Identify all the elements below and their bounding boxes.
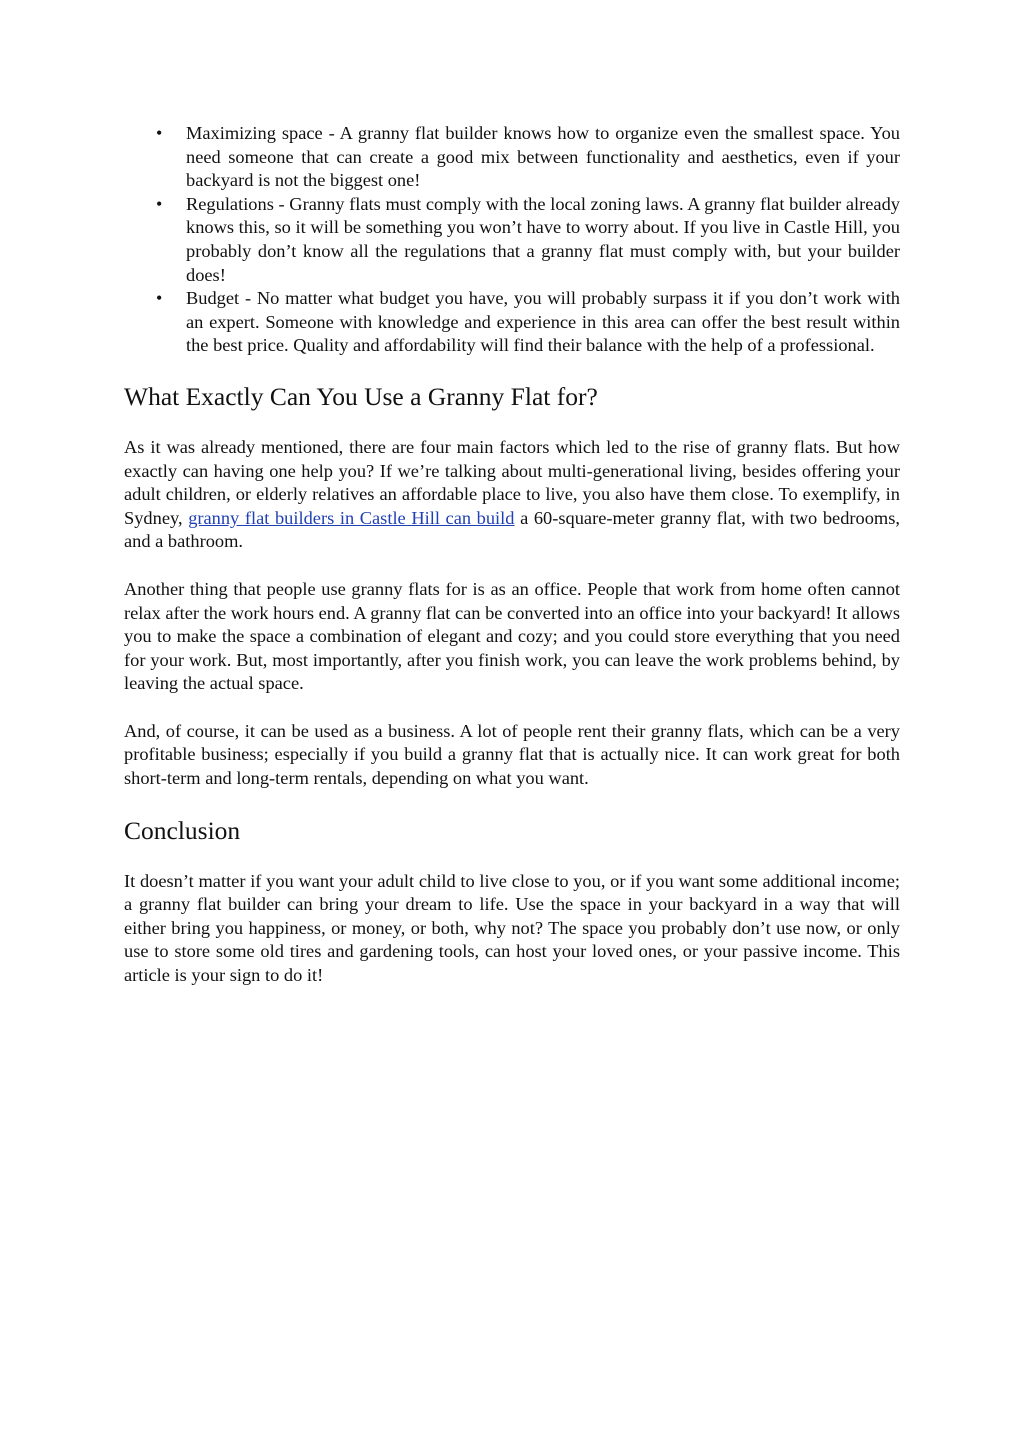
factors-bullet-list — [124, 122, 900, 358]
section-heading-uses: What Exactly Can You Use a Granny Flat for? — [124, 381, 598, 411]
bullet-text: Budget - No matter what budget you have, you will probably surpass it if you don’t work with an expert. Someone with knowledge and experience in this area can offer the best result within the best price. Quality and affordability will find their balance with the help of a professional. — [186, 288, 900, 356]
bullet-icon: • — [156, 193, 163, 214]
paragraph-multigenerational — [124, 436, 900, 554]
bullet-icon: • — [156, 288, 163, 309]
paragraph-business: And, of course, it can be used as a business. A lot of people rent their granny flats, which can be a very profitable business; especially if you build a granny flat that is actually nice. It can work great for both short-term and long-term rentals, depending on what you want. — [124, 720, 900, 789]
list-item — [124, 287, 900, 358]
list-item — [124, 122, 900, 193]
bullet-text: Maximizing space - A granny flat builder knows how to organize even the smallest space. You need someone that can create a good mix between functionality and aesthetics, even if your backyard is not the biggest one! — [186, 123, 900, 191]
list-item — [124, 193, 900, 287]
section-heading-conclusion: Conclusion — [124, 815, 241, 845]
paragraph-text: a 60-square-meter granny flat, with two bedrooms, and a bathroom. — [124, 507, 900, 552]
paragraph-conclusion: It doesn’t matter if you want your adult child to live close to you, or if you want some additional income; a granny flat builder can bring your dream to life. Use the space in your backyard in a way that will either bring you happiness, or money, or both, why not? The space you probably don’t use now, or only use to store some old tires and gardening tools, can host your loved ones, or your passive income. This article is your sign to do it! — [124, 870, 900, 986]
castle-hill-builders-link[interactable]: granny flat builders in Castle Hill can build — [188, 507, 515, 528]
document-page — [124, 122, 900, 988]
bullet-icon: • — [156, 123, 163, 143]
paragraph-text: As it was already mentioned, there are four main factors which led to the rise of granny flats. But how exactly can having one help you? If we’re talking about multi-generational living, besides offering your adult children, or elderly relatives an affordable place to live, you also have them close. To exemplify, in Sydney, — [124, 436, 900, 528]
paragraph-office: Another thing that people use granny flats for is as an office. People that work from home often cannot relax after the work hours end. A granny flat can be converted into an office into your backyard! It allows you to make the space a combination of elegant and cozy; and you could store everything that you need for your work. But, most importantly, after you finish work, you can leave the work problems behind, by leaving the actual space. — [124, 578, 900, 694]
bullet-text: Regulations - Granny flats must comply with the local zoning laws. A granny flat builder already knows this, so it will be something you won’t have to worry about. If you live in Castle Hill, you probably don’t know all the regulations that a granny flat must comply with, but your builder does! — [186, 193, 900, 285]
